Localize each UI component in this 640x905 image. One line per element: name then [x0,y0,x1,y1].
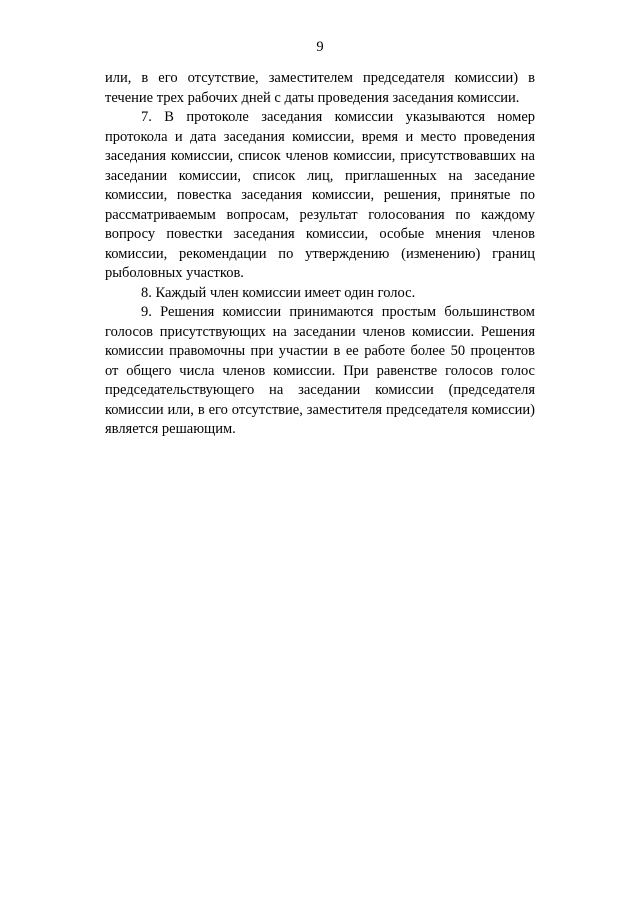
paragraph-item-9: 9. Решения комиссии принимаются простым большинством голосов присутствующих на заседании членов комиссии. Решения комиссии правомочны при участии в ее работе более 50 процентов от общего числа членов комиссии. При равенстве голосов голос председательствующего на заседании комиссии (председателя комиссии или, в его отсутствие, заместителя председателя комиссии) является решающим. [105,304,535,437]
paragraph-item-7: 7. В протоколе заседания комиссии указываются номер протокола и дата заседания комиссии, время и место проведения заседания комиссии, список членов комиссии, присутствовавших на заседании комиссии, список лиц, приглашенных на заседание комиссии, повестка заседания комиссии, решения, принятые по рассматриваемым вопросам, результат голосования по каждому вопросу повестки заседания комиссии, особые мнения членов комиссии, рекомендации по утверждению (изменению) границ рыболовных участков. [105,109,535,281]
document-body [105,69,535,440]
paragraph-continuation: или, в его отсутствие, заместителем председателя комиссии) в течение трех рабочих дней с даты проведения заседания комиссии. [105,70,535,106]
paragraph-item-8: 8. Каждый член комиссии имеет один голос. [141,284,416,301]
page-number: 9 [316,39,324,55]
